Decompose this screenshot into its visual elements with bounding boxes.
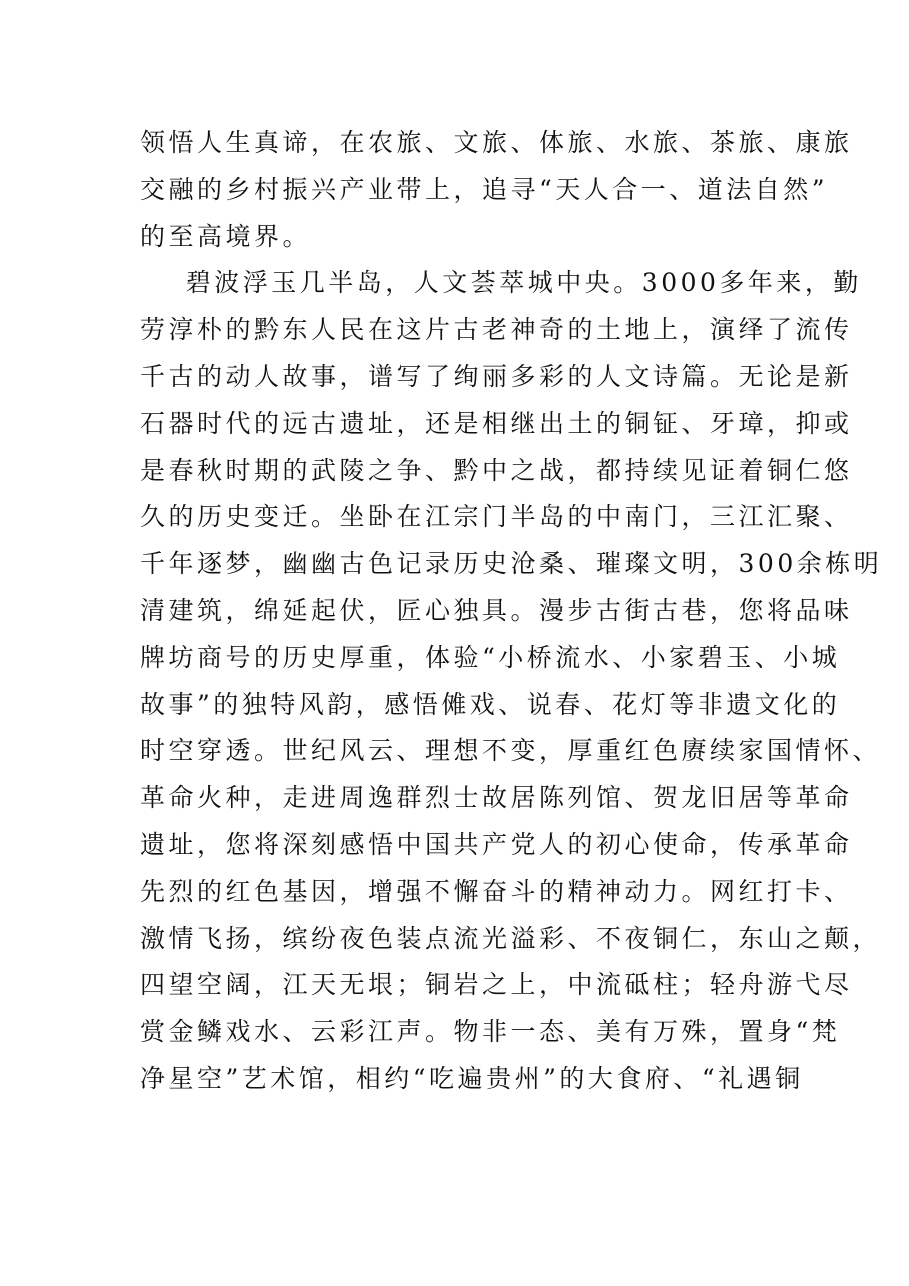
text-line: 先烈的红色基因，增强不懈奋斗的精神动力。网红打卡、: [140, 876, 853, 906]
text-line: 时空穿透。世纪风云、理想不变，厚重红色赓续家国情怀、: [140, 736, 882, 766]
text-line: 石器时代的远古遗址，还是相继出土的铜钲、牙璋，抑或: [140, 408, 853, 438]
text-line: 久的历史变迁。坐卧在江宗门半岛的中南门，三江汇聚、: [140, 502, 853, 532]
text-line: 故事”的独特风韵，感悟傩戏、说春、花灯等非遗文化的: [140, 689, 841, 719]
text-line: 四望空阔，江天无垠；铜岩之上，中流砥柱；轻舟游弋尽: [140, 970, 853, 1000]
text-line: 碧波浮玉几半岛，人文荟萃城中央。3000多年来，勤: [140, 268, 862, 298]
paragraph-1: [140, 120, 853, 260]
text-line: 是春秋时期的武陵之争、黔中之战，都持续见证着铜仁悠: [140, 455, 853, 485]
text-line: 革命火种，走进周逸群烈士故居陈列馆、贺龙旧居等革命: [140, 783, 853, 813]
text-line: 遗址，您将深刻感悟中国共产党人的初心使命，传承革命: [140, 829, 853, 859]
text-line: 千年逐梦，幽幽古色记录历史沧桑、璀璨文明，300余栋明: [140, 549, 883, 579]
text-line: 激情飞扬，缤纷夜色装点流光溢彩、不夜铜仁，东山之颠，: [140, 923, 882, 953]
text-line: 领悟人生真谛，在农旅、文旅、体旅、水旅、茶旅、康旅: [140, 128, 853, 157]
text-line: 劳淳朴的黔东人民在这片古老神奇的土地上，演绎了流传: [140, 315, 853, 345]
text-line: 净星空”艺术馆，相约“吃遍贵州”的大食府、“礼遇铜: [140, 1063, 804, 1093]
text-line: 赏金鳞戏水、云彩江声。物非一态、美有万殊，置身“梵: [140, 1017, 841, 1047]
body-text: [140, 120, 883, 1103]
paragraph-2: [140, 260, 883, 1102]
text-line: 牌坊商号的历史厚重，体验“小桥流水、小家碧玉、小城: [140, 642, 841, 672]
text-line: 清建筑，绵延起伏，匠心独具。漫步古街古巷，您将品味: [140, 595, 853, 625]
text-line: 千古的动人故事，谱写了绚丽多彩的人文诗篇。无论是新: [140, 361, 853, 391]
text-line: 的至高境界。: [140, 221, 312, 251]
text-line: 交融的乡村振兴产业带上，追寻“天人合一、道法自然”: [140, 174, 829, 204]
